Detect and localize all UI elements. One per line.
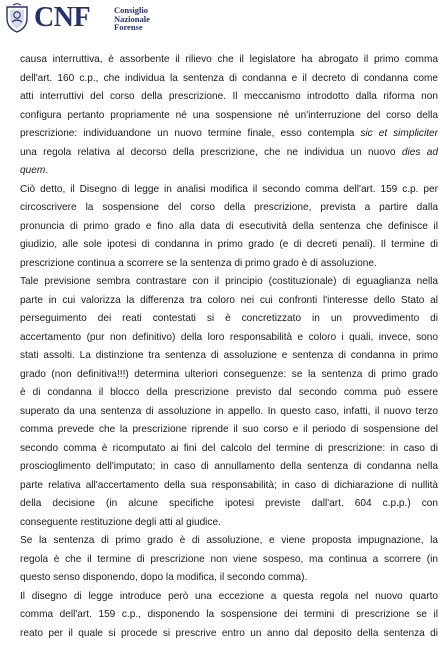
text-run: prescrizione: individuandone un nuovo termine finale, esso contempla (20, 128, 355, 139)
text-line: regola è che il termine di prescrizione non viene sospeso, ma continua a scorrere (in (20, 553, 438, 565)
text-run: una regola relativa al decorso della prescrizione, che ne individua un nuovo (20, 146, 396, 158)
text-line: atti interruttivi del corso della prescrizione. Il meccanismo introdotto dalla riforma non (20, 91, 438, 102)
cnf-seal-icon (4, 3, 30, 33)
document-body (20, 51, 438, 643)
text-line: Tale previsione sembra contrastare con il principio (costituzionale) di eguaglianza nella (20, 276, 438, 287)
text-line (20, 125, 438, 144)
cnf-logo-text: CNF (34, 2, 91, 33)
text-line: stati assolti. La distinzione tra sentenza di assoluzione e sentenza di condanna in primo (20, 350, 438, 361)
text-line: perseguimento dei reati contestati si è concretizzato in un provvedimento di (20, 313, 438, 324)
org-line-1: Consiglio (114, 5, 149, 15)
text-line: circoscrivere la sospensione del corso della prescrizione, prevista a partire dalla (20, 202, 438, 213)
text-line: è di condanna il blocco della prescrizione previsto dal secondo comma può essere (20, 387, 438, 398)
text-line: dell'art. 160 c.p., che individua la sentenza di condanna e il decreto di condanna come (20, 72, 438, 84)
italic-text: quem (20, 165, 46, 176)
cnf-organization-name (114, 6, 150, 32)
text-line: Se la sentenza di primo grado è di assoluzione, e viene proposta impugnazione, la (20, 535, 438, 546)
text-run: . (45, 165, 49, 176)
text-line: accertamento (pur non definitivo) della loro responsabilità e coloro i quali, invece, sono (20, 331, 438, 343)
italic-text: dies ad (401, 146, 438, 158)
org-line-3: Forense (114, 22, 143, 33)
text-line: superato da una sentenza di assoluzione in appello. In questo caso, infatti, il nuovo terzo (20, 405, 438, 417)
text-line: grado (non definitiva!!!) determina ulteriori conseguenze: se la sentenza di primo grado (20, 368, 438, 380)
text-line: configura pertanto propriamente né una sospensione né un'interruzione del corso della (20, 109, 438, 121)
text-line: prescrizione continua a scorrere se la sentenza di primo grado è di assoluzione. (20, 257, 377, 269)
text-line: Ciò detto, il Disegno di legge in analisi modifica il secondo comma dell'art. 159 c.p. per (20, 183, 438, 195)
text-line: giudizio, alle sole ipotesi di condanna in primo grado (e di decreti penali). Il termine di (20, 239, 438, 250)
text-line: parte in cui valorizza la differenza tra coloro nei cui confronti l'interesse dello Stato al (20, 294, 438, 306)
italic-text: sic et simpliciter (360, 128, 438, 139)
text-line: conseguente restituzione degli atti al giudice. (20, 516, 221, 528)
text-line: reato per il quale si procede si prescrive entro un anno dal deposito della sentenza di (20, 627, 438, 639)
text-line: comma dell'art. 159 c.p., disponendo la sospensione dei termini di prescrizione se il (20, 609, 438, 620)
text-line: causa interruttiva, è assorbente il rilievo che il legislatore ha abrogato il primo comma (20, 54, 438, 65)
text-line: pronuncia di primo grado e fino alla data di esecutività della sentenza che definisce il (20, 220, 438, 232)
org-line-2: Nazionale (114, 13, 150, 24)
cnf-header (4, 3, 204, 33)
text-line: parte relativa all'accertamento della sua responsabilità; in caso di dichiarazione di nullità (20, 479, 438, 491)
text-line: della decisione (in alcune specifiche ipotesi previste dall'art. 604 c.p.p.) con (20, 498, 438, 509)
text-line (20, 162, 438, 181)
text-line: questo senso disponendo, dopo la modifica, il secondo comma). (20, 572, 308, 583)
text-line: proscioglimento dell'imputato; in caso di annullamento della sentenza di condanna nella (20, 461, 438, 472)
text-line: Il disegno di legge introduce però una eccezione a questa regola nel nuovo quarto (20, 590, 438, 602)
text-line (20, 144, 438, 163)
text-line: secondo comma è ricomputato ai fini del calcolo del termine di prescrizione: in caso di (20, 442, 438, 454)
text-line: comma prevede che la prescrizione riprende il suo corso e il periodo di sospensione del (20, 424, 438, 435)
